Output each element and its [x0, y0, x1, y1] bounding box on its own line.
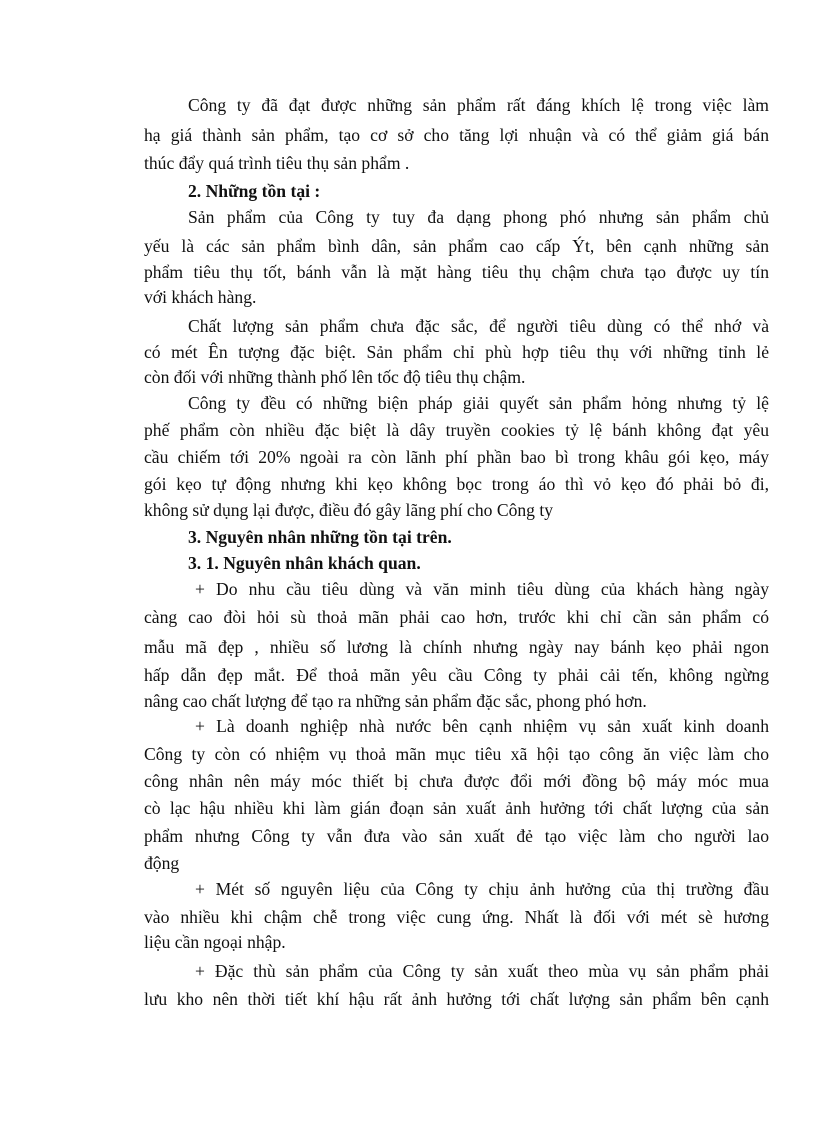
paragraph-1-line-2: hạ giá thành sản phẩm, tạo cơ sở cho tăng lợi nhuận và có thể giảm giá bán: [144, 125, 769, 145]
paragraph-6-line-6: động: [144, 853, 180, 873]
section-heading-3: 3. Nguyên nhân những tồn tại trên.: [188, 527, 452, 547]
paragraph-3-line-3: còn đối với những thành phố lên tốc độ tiêu thụ chậm.: [144, 367, 526, 387]
paragraph-7-line-3: liệu cần ngoại nhập.: [144, 932, 286, 952]
paragraph-5-line-1: + Do nhu cầu tiêu dùng và văn minh tiêu dùng của khách hàng ngày: [195, 579, 769, 599]
paragraph-5-line-3: mẫu mã đẹp , nhiều số lương là chính nhưng ngày nay bánh kẹo phải ngon: [144, 637, 769, 657]
paragraph-5-line-2: càng cao đòi hỏi sù thoả mãn phải cao hơn, trước khi chỉ cần sản phẩm có: [144, 607, 769, 627]
paragraph-1-line-1: Công ty đã đạt được những sản phẩm rất đáng khích lệ trong việc làm: [188, 95, 769, 115]
paragraph-7-line-1: + Mét số nguyên liệu của Công ty chịu ảnh hưởng của thị trường đầu: [195, 879, 769, 899]
paragraph-4-line-5: không sử dụng lại được, điều đó gây lãng phí cho Công ty: [144, 500, 554, 520]
paragraph-2-line-2: yếu là các sản phẩm bình dân, sản phẩm cao cấp Ýt, bên cạnh những sản: [144, 236, 769, 256]
paragraph-6-line-3: công nhân nên máy móc thiết bị chưa được đổi mới đồng bộ máy móc mua: [144, 771, 769, 791]
paragraph-5-line-4: hấp dẫn đẹp mắt. Để thoả mãn yêu cầu Công ty phải cải tến, không ngừng: [144, 665, 769, 685]
paragraph-1-line-3: thúc đẩy quá trình tiêu thụ sản phẩm .: [144, 153, 410, 173]
paragraph-2-line-4: với khách hàng.: [144, 287, 257, 307]
paragraph-8-line-2: lưu kho nên thời tiết khí hậu rất ảnh hưởng tới chất lượng sản phẩm bên cạnh: [144, 989, 769, 1009]
section-heading-2: 2. Những tồn tại :: [188, 181, 321, 201]
paragraph-3-line-2: có mét Ên tượng đặc biệt. Sản phẩm chỉ phù hợp tiêu thụ với những tỉnh lẻ: [144, 342, 769, 362]
paragraph-2-line-3: phẩm tiêu thụ tốt, bánh vẫn là mặt hàng tiêu thụ chậm chưa tạo được uy tín: [144, 262, 769, 282]
paragraph-4-line-1: Công ty đều có những biện pháp giải quyết sản phẩm hỏng nhưng tỷ lệ: [188, 393, 769, 413]
paragraph-6-line-4: cò lạc hậu nhiều khi làm gián đoạn sản xuất ảnh hưởng tới chất lượng của sản: [144, 798, 769, 818]
paragraph-6-line-5: phẩm nhưng Công ty vẫn đưa vào sản xuất đẻ tạo việc làm cho người lao: [144, 826, 769, 846]
paragraph-5-line-5: nâng cao chất lượng để tạo ra những sản phẩm đặc sắc, phong phó hơn.: [144, 691, 647, 711]
paragraph-3-line-1: Chất lượng sản phẩm chưa đặc sắc, để người tiêu dùng có thể nhớ và: [188, 316, 769, 336]
paragraph-6-line-2: Công ty còn có nhiệm vụ thoả mãn mục tiêu xã hội tạo công ăn việc làm cho: [144, 744, 769, 764]
paragraph-2-line-1: Sản phẩm của Công ty tuy đa dạng phong phó nhưng sản phẩm chủ: [188, 207, 769, 227]
paragraph-4-line-3: cầu chiếm tới 20% ngoài ra còn lãnh phí phần bao bì trong khâu gói kẹo, máy: [144, 447, 769, 467]
paragraph-4-line-4: gói kẹo tự động nhưng khi kẹo không bọc trong áo thì vỏ kẹo đó phải bỏ đi,: [144, 474, 769, 494]
paragraph-4-line-2: phế phẩm còn nhiều đặc biệt là dây truyền cookies tỷ lệ bánh không đạt yêu: [144, 420, 769, 440]
paragraph-8-line-1: + Đặc thù sản phẩm của Công ty sản xuất theo mùa vụ sản phẩm phải: [195, 961, 769, 981]
paragraph-6-line-1: + Là doanh nghiệp nhà nước bên cạnh nhiệm vụ sản xuất kinh doanh: [195, 716, 769, 736]
paragraph-7-line-2: vào nhiều khi chậm chễ trong việc cung ứng. Nhất là đối với mét sè hương: [144, 907, 769, 927]
section-heading-3-1: 3. 1. Nguyên nhân khách quan.: [188, 553, 421, 573]
